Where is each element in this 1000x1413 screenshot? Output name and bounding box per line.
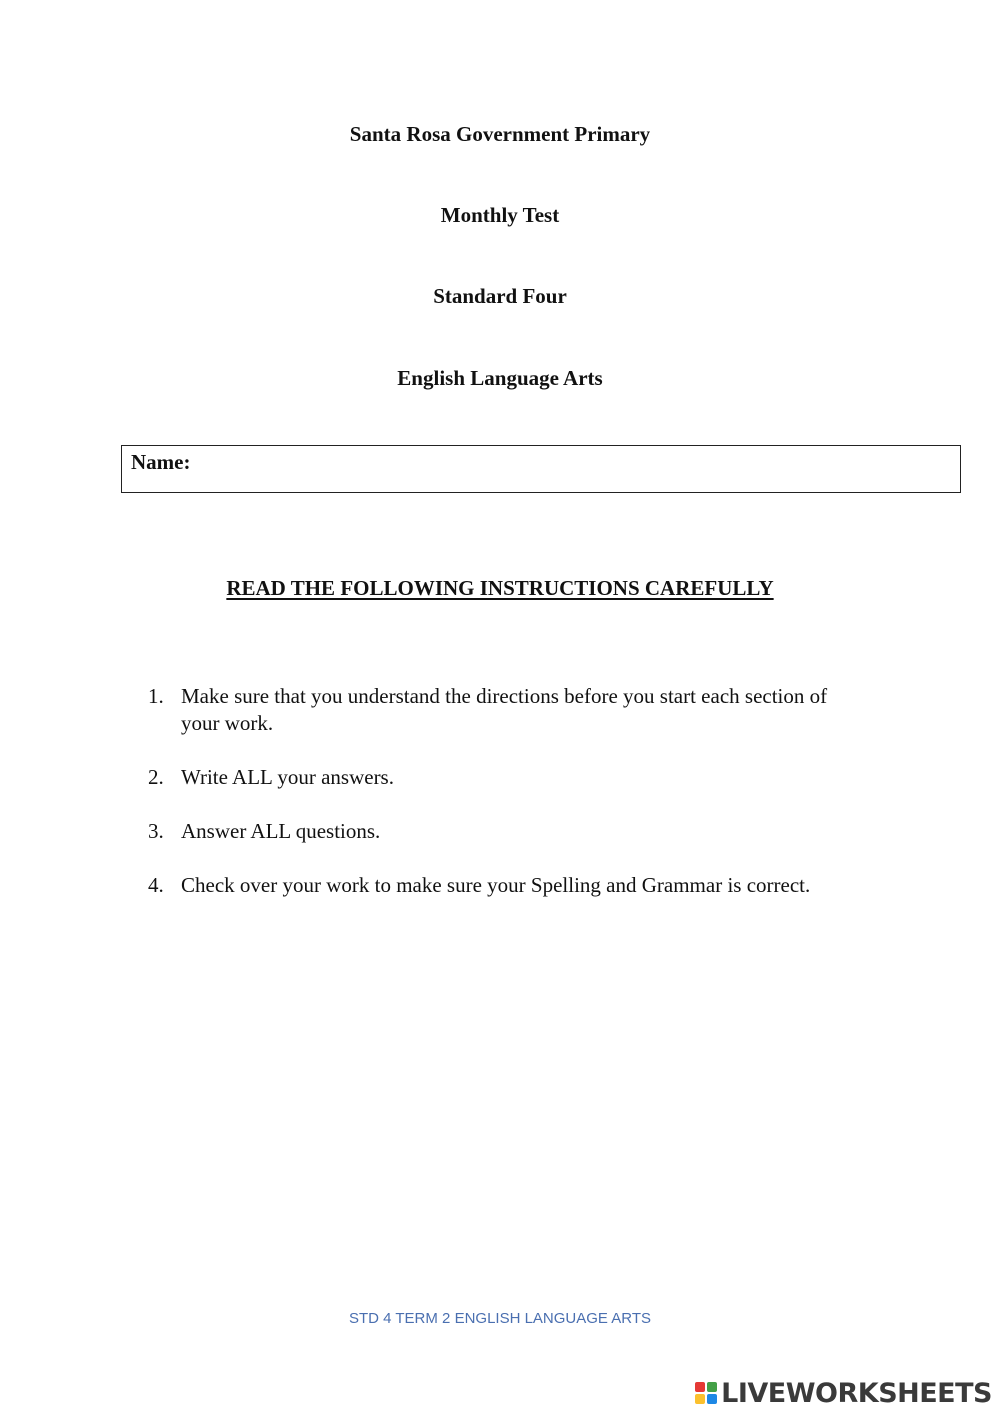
instruction-number: 2. xyxy=(148,765,164,789)
instruction-item xyxy=(148,872,828,899)
watermark-text: LIVEWORKSHEETS xyxy=(721,1377,992,1409)
test-title: Monthly Test xyxy=(440,203,560,227)
logo-square xyxy=(695,1382,705,1392)
name-label: Name: xyxy=(131,450,191,474)
instruction-text: Answer ALL questions. xyxy=(181,819,381,843)
subject-title: English Language Arts xyxy=(397,366,603,390)
liveworksheets-logo-icon xyxy=(695,1382,717,1404)
logo-square xyxy=(695,1394,705,1404)
page-footer: STD 4 TERM 2 ENGLISH LANGUAGE ARTS xyxy=(348,1310,652,1327)
grade-level: Standard Four xyxy=(433,284,567,308)
instructions-list xyxy=(148,683,828,926)
instruction-number: 3. xyxy=(148,819,164,843)
logo-square xyxy=(707,1394,717,1404)
instruction-text: Make sure that you understand the directions before you start each section of your work. xyxy=(181,684,828,735)
instruction-text: Check over your work to make sure your Spelling and Grammar is correct. xyxy=(181,873,811,897)
instruction-item xyxy=(148,683,828,737)
name-field[interactable] xyxy=(121,445,961,493)
instruction-item xyxy=(148,818,828,845)
instruction-number: 1. xyxy=(148,684,164,708)
instruction-item xyxy=(148,764,828,791)
school-name: Santa Rosa Government Primary xyxy=(349,122,651,146)
liveworksheets-watermark xyxy=(695,1376,992,1410)
logo-square xyxy=(707,1382,717,1392)
instructions-heading: READ THE FOLLOWING INSTRUCTIONS CAREFULLY xyxy=(226,576,774,600)
instruction-text: Write ALL your answers. xyxy=(181,765,394,789)
instruction-number: 4. xyxy=(148,873,164,897)
